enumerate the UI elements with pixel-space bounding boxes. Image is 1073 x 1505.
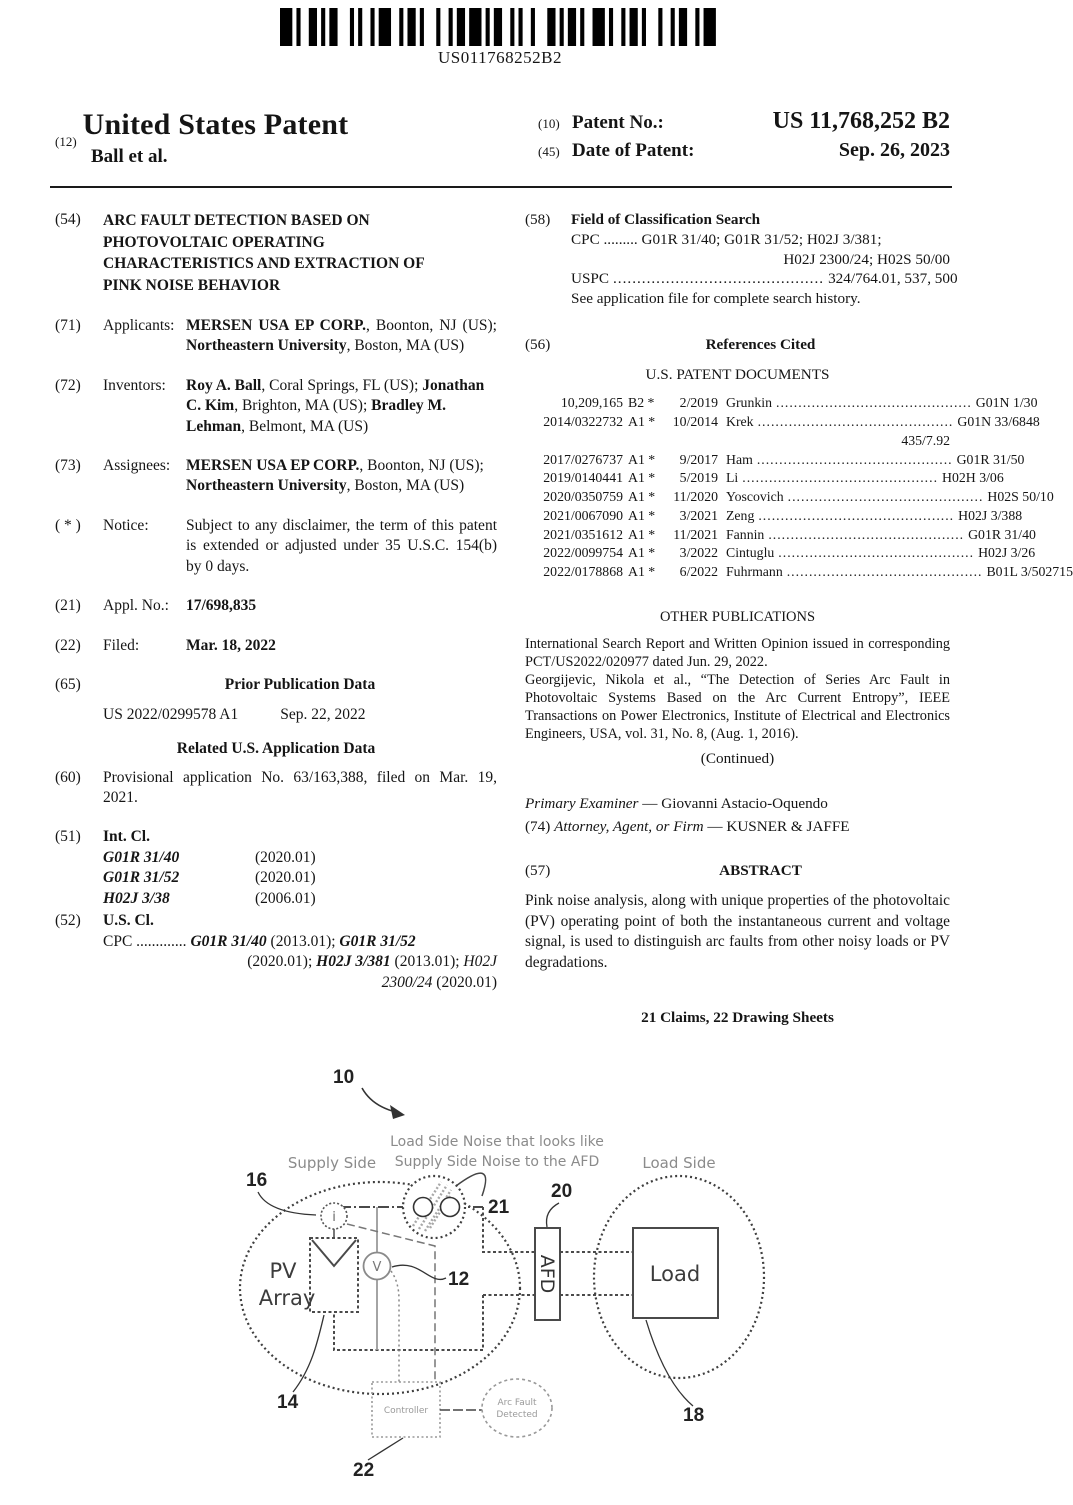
table-row: 2021/0351612 A1 * 11/2021 Fannin ............................................ G01R 31/40 [543, 526, 1036, 542]
int-cl-code: G01R 31/40 [103, 848, 180, 866]
pv-array-box [310, 1238, 358, 1312]
us-cl-section [55, 911, 497, 993]
field-tag: (51) [55, 828, 81, 846]
figure-ref-14: 14 [277, 1392, 299, 1413]
assignees-label: Assignees: [103, 457, 171, 475]
us-cl-label: U.S. Cl. [103, 912, 154, 930]
field-tag: (72) [55, 376, 81, 394]
prior-pub-number: US 2022/0299578 A1 [103, 705, 239, 723]
other-publications-heading: OTHER PUBLICATIONS [659, 608, 816, 625]
noise-contact-right [441, 1198, 460, 1217]
assignees-value: MERSEN USA EP CORP., Boonton, NJ (US); Northeastern University, Boston, MA (US) [186, 457, 484, 495]
load-label: Load [649, 1262, 701, 1286]
us-patent-documents-heading: U.S. PATENT DOCUMENTS [645, 365, 830, 383]
table-row: 10,209,165 B2 * 2/2019 Grunkin ............................................ G01N 1/30 [560, 395, 1038, 411]
right-column [525, 210, 1073, 1052]
header [55, 108, 950, 168]
field-tag: (58) [525, 211, 551, 228]
application-number-section [55, 596, 497, 616]
references-heading: References Cited [705, 335, 816, 353]
us-cl-cpc-line3: 2300/24 (2020.01) [381, 973, 497, 991]
controller-label: Controller [383, 1406, 429, 1416]
provisional-section [55, 768, 497, 809]
ref-22-leader [368, 1438, 403, 1460]
afd-label: AFD [536, 1254, 558, 1294]
abstract-text: Pink noise analysis, along with unique properties of the photovoltaic (PV) operating point of both the instantaneous current and voltage signal, is used to distinguish arc faults from other noisy loads or PV degradations. [525, 891, 950, 972]
prior-publication-section [55, 675, 497, 725]
field-cpc-line1: CPC ......... G01R 31/40; G01R 31/52; H02J 3/381; [571, 230, 882, 248]
patent-no-code: (10) [538, 116, 560, 131]
table-row: 2022/0178868 A1 * 6/2022 Fuhrmann ............................................ B01L 3/502715 [543, 564, 1073, 579]
inventors-value: Roy A. Ball, Coral Springs, FL (US); Jonathan C. Kim, Brighton, MA (US); Bradley M. Lehman, Belmont, MA (US) [186, 376, 485, 435]
pv-label-line2: Array [258, 1286, 316, 1310]
field-tag: (60) [55, 768, 81, 786]
primary-examiner-line: Primary Examiner — Giovanni Astacio-Oquendo [525, 795, 828, 813]
patent-date-code: (45) [538, 144, 560, 159]
field-note: See application file for complete search history. [571, 290, 861, 307]
field-tag: (54) [55, 211, 81, 228]
attorney-line: (74) Attorney, Agent, or Firm — KUSNER & JAFFE [525, 818, 850, 836]
int-cl-year: (2006.01) [255, 889, 316, 907]
table-row: 2017/0276737 A1 * 9/2017 Ham ............................................ G01R 31/50 [543, 451, 1025, 467]
header-rule [50, 186, 952, 188]
field-tag: (21) [55, 597, 81, 615]
pv-label-line1: PV [269, 1259, 297, 1283]
references-cited-section [525, 335, 950, 355]
other-publications-p2: Georgijevic, Nikola et al., “The Detection of Series Arc Fault in Photovoltaic Systems Based on the Arc Current Entropy”, IEEE Transactions on Power Electronics, Institute of Electrical and Electronics Engineers, USA, vol. 31, No. 8, (Aug. 1, 2016). [525, 671, 950, 742]
invention-title: ARC FAULT DETECTION BASED ON PHOTOVOLTAIC OPERATING CHARACTERISTICS AND EXTRACTION OF PINK NOISE BEHAVIOR [103, 212, 425, 295]
invention-title-section [55, 210, 497, 297]
field-tag: (71) [55, 316, 81, 334]
notice-label: Notice: [103, 516, 149, 534]
barcode-number: US011768252B2 [438, 48, 562, 67]
figure-ref-10: 10 [333, 1067, 355, 1088]
table-row: 2014/0322732 A1 * 10/2014 Krek ............................................ G01N 33/6848 [543, 414, 1040, 429]
voltage-sensor-label: V [372, 1260, 382, 1275]
us-cl-cpc-line1: CPC ............. G01R 31/40 (2013.01); G01R 31/52 [103, 932, 416, 950]
us-cl-cpc-line2: (2020.01); H02J 3/381 (2013.01); H02J [247, 953, 497, 971]
assignees-section [55, 456, 497, 497]
current-sensor-label: i [332, 1210, 336, 1225]
kind-code: (12) [55, 134, 77, 149]
notice-text: Subject to any disclaimer, the term of this patent is extended or adjusted under 35 U.S.C. 154(b) by 0 days. [186, 516, 497, 575]
appl-no-value: 17/698,835 [186, 597, 257, 615]
applicants-label: Applicants: [103, 316, 175, 334]
arc-fault-label-line2: Detected [496, 1410, 538, 1420]
references-table [525, 394, 1073, 582]
page-title: United States Patent [82, 108, 349, 141]
bibliographic-columns [55, 210, 1073, 1052]
filed-label: Filed: [103, 636, 140, 654]
field-tag: (73) [55, 457, 81, 475]
figure-1 [0, 1050, 1000, 1505]
figure-ref-18: 18 [683, 1405, 705, 1426]
barcode-bars [280, 8, 720, 46]
continued-note: (Continued) [700, 749, 775, 767]
table-row: 2022/0099754 A1 * 3/2022 Cintuglu ............................................ H02J 3/26 [543, 545, 1036, 561]
arc-fault-blob [482, 1379, 552, 1437]
pv-chevron [312, 1240, 356, 1266]
field-of-search-section [525, 210, 958, 309]
field-tag: (65) [55, 676, 81, 694]
left-column [55, 210, 497, 1052]
figure-drawing [0, 1050, 1000, 1500]
provisional-text: Provisional application No. 63/163,388, filed on Mar. 19, 2021. [103, 768, 497, 806]
barcode [0, 8, 1000, 68]
patent-no-value: US 11,768,252 B2 [772, 108, 950, 134]
patent-date-value: Sep. 26, 2023 [838, 139, 950, 161]
figure-ref-21: 21 [488, 1197, 510, 1218]
ref-20-leader [547, 1203, 560, 1227]
int-cl-year: (2020.01) [255, 869, 316, 887]
table-row: 2019/0140441 A1 * 5/2019 Li ............................................ H02H 3/06 [543, 470, 1004, 486]
table-row: 2021/0067090 A1 * 3/2021 Zeng ............................................ H02J 3/388 [543, 507, 1023, 523]
authors: Ball et al. [91, 146, 168, 167]
abstract-section [525, 861, 950, 881]
abstract-heading: ABSTRACT [719, 861, 802, 879]
field-tag: ( * ) [55, 516, 81, 534]
field-tag: (57) [525, 861, 551, 879]
appl-no-label: Appl. No.: [103, 597, 169, 615]
figure-ref-12: 12 [448, 1269, 470, 1290]
table-row-continuation: 435/7.92 [901, 432, 950, 448]
arc-fault-label-line1: Arc Fault [497, 1398, 537, 1408]
voltage-signal-line [391, 1271, 399, 1382]
other-publications-p1: International Search Report and Written Opinion issued in corresponding PCT/US2022/020977 dated Jun. 29, 2022. [525, 635, 950, 670]
int-cl-code: H02J 3/38 [103, 889, 170, 907]
load-side-label: Load Side [642, 1154, 716, 1172]
prior-pub-date: Sep. 22, 2022 [280, 705, 366, 723]
table-row: 2020/0350759 A1 * 11/2020 Yoscovich ............................................ H02S 50/10 [543, 489, 1054, 504]
filed-section [55, 636, 497, 656]
field-uspc-line: USPC ............................................ 324/764.01, 537, 500 [571, 270, 958, 288]
int-cl-section [55, 827, 497, 909]
supply-side-label: Supply Side [287, 1154, 377, 1172]
field-tag: (22) [55, 636, 81, 654]
noise-contact-left [414, 1198, 433, 1217]
inventors-label: Inventors: [103, 376, 166, 394]
prior-pub-heading: Prior Publication Data [224, 676, 376, 694]
ref-16-leader [258, 1192, 316, 1215]
applicants-section [55, 316, 497, 357]
noise-caption-line2: Supply Side Noise to the AFD [394, 1154, 600, 1170]
figure-ref-16: 16 [246, 1170, 268, 1191]
bottom-wire [334, 1295, 483, 1350]
ref-14-leader [293, 1315, 324, 1392]
field-heading: Field of Classification Search [571, 211, 761, 228]
int-cl-label: Int. Cl. [103, 828, 150, 846]
applicants-value: MERSEN USA EP CORP., Boonton, NJ (US); Northeastern University, Boston, MA (US) [186, 316, 497, 355]
figure-ref-20: 20 [551, 1181, 573, 1202]
claims-line: 21 Claims, 22 Drawing Sheets [641, 1009, 834, 1027]
header-left [55, 108, 348, 168]
int-cl-year: (2020.01) [255, 848, 316, 866]
notice-section [55, 516, 497, 577]
field-cpc-line2: H02J 2300/24; H02S 50/00 [783, 250, 950, 268]
current-signal-line [347, 1224, 435, 1382]
patent-date-label: Date of Patent: [572, 140, 695, 161]
ref-12-leader [392, 1265, 446, 1279]
related-data-heading: Related U.S. Application Data [176, 740, 376, 758]
figure-ref-22: 22 [353, 1460, 375, 1481]
field-tag: (56) [525, 335, 551, 353]
filed-value: Mar. 18, 2022 [186, 636, 276, 654]
noise-caption-line1: Load Side Noise that looks like [390, 1134, 604, 1150]
int-cl-code: G01R 31/52 [103, 869, 180, 887]
ref-10-arrowhead [390, 1105, 405, 1119]
patent-no-label: Patent No.: [572, 112, 664, 133]
field-tag: (52) [55, 912, 81, 930]
ref-18-leader [646, 1320, 693, 1406]
inventors-section [55, 376, 497, 437]
header-right [538, 108, 950, 168]
